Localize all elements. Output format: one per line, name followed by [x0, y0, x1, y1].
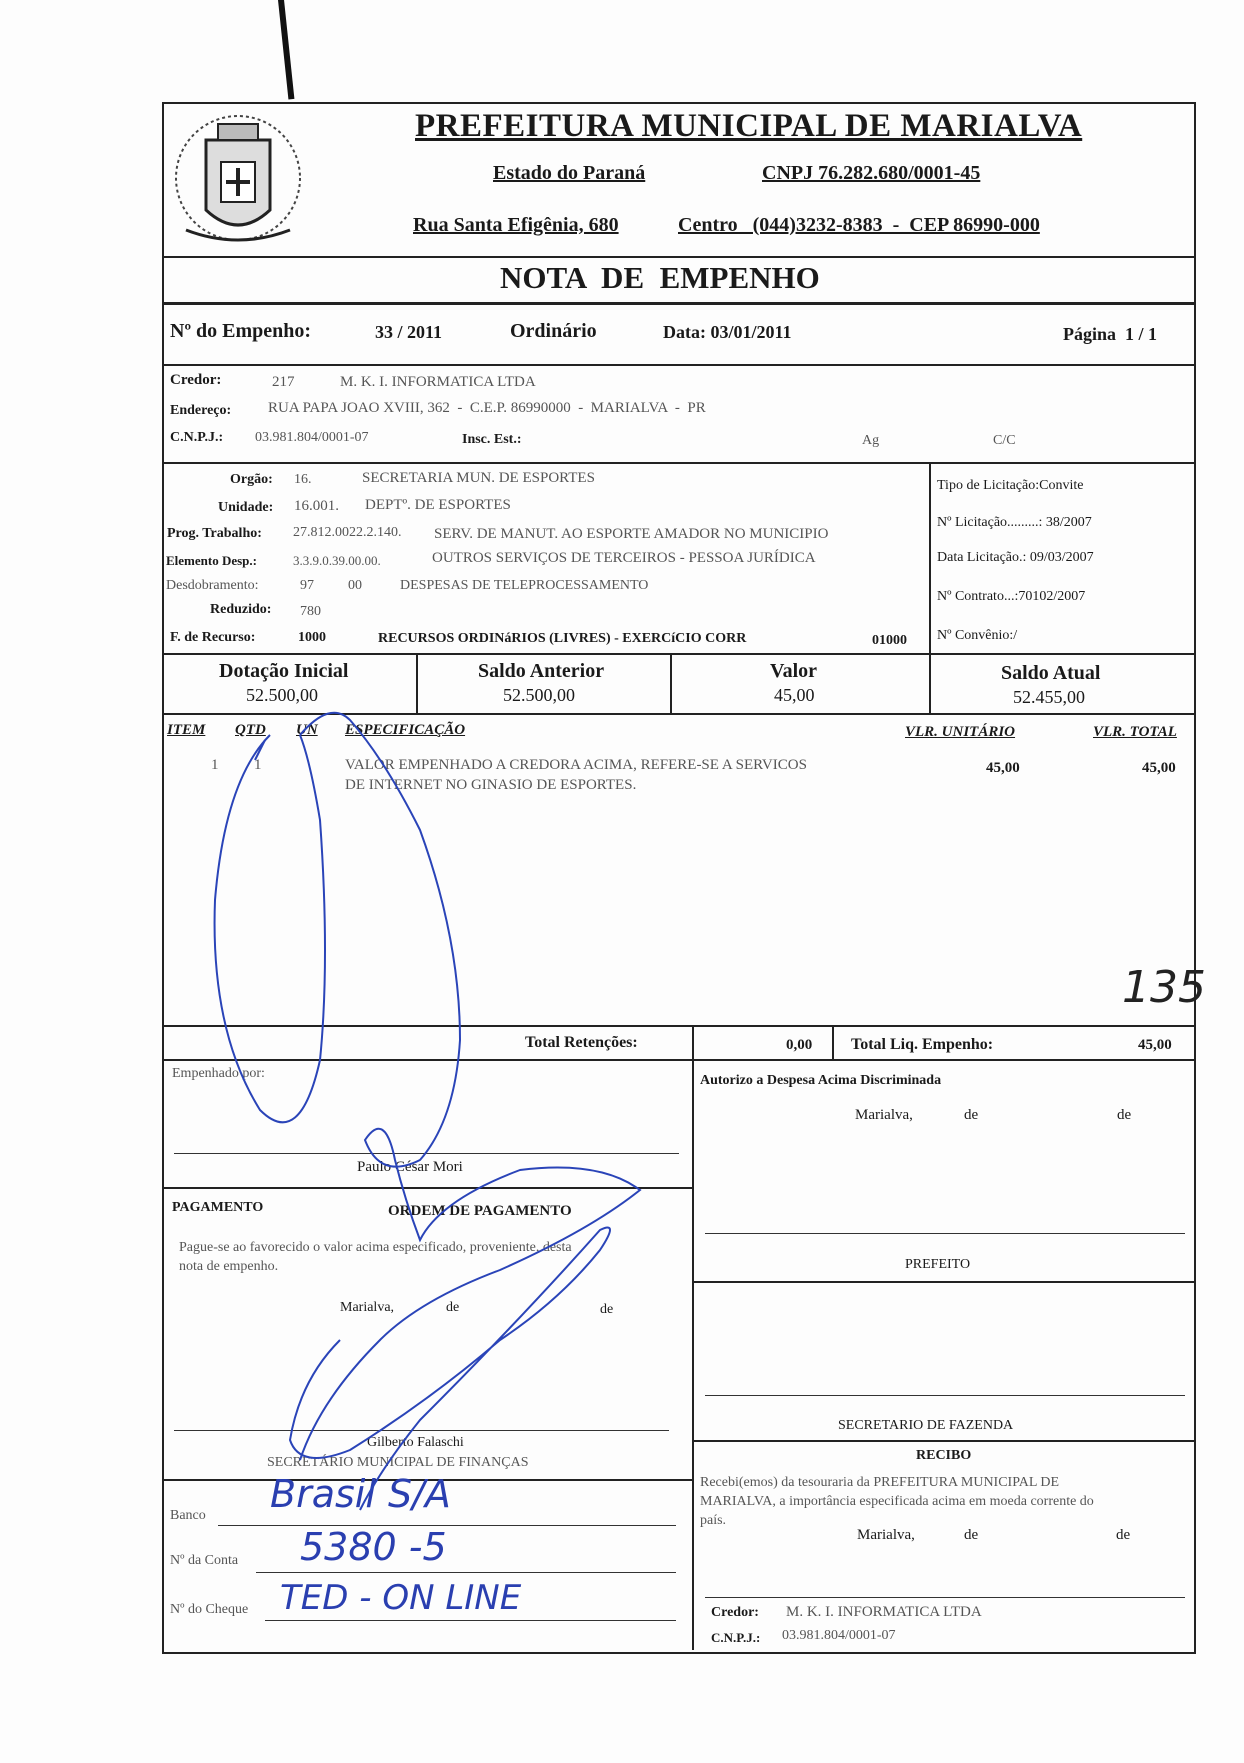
- desdobramento-label: Desdobramento:: [166, 578, 259, 593]
- cheque-handwritten: TED - ON LINE: [280, 1578, 522, 1618]
- autorizo-de1: de: [964, 1107, 979, 1123]
- banco-handwritten: Brasil S/A: [270, 1472, 451, 1516]
- credor-name: M. K. I. INFORMATICA LTDA: [340, 374, 536, 390]
- signature-line: [705, 1395, 1185, 1396]
- items-header-vlr-total: VLR. TOTAL: [1093, 724, 1177, 740]
- elemento-code: 3.3.9.0.39.00.00.: [293, 553, 381, 568]
- secretario-fazenda-label: SECRETARIO DE FAZENDA: [838, 1418, 1014, 1433]
- conta-handwritten: 5380 -5: [300, 1525, 447, 1569]
- items-header-un: UN: [296, 722, 318, 738]
- divider: [162, 364, 1194, 366]
- empenho-type: Ordinário: [510, 320, 597, 342]
- signature-line: [174, 1430, 669, 1431]
- dotacao-inicial-value: 52.500,00: [246, 685, 318, 705]
- items-header-vlr-unit: VLR. UNITÁRIO: [905, 724, 1016, 740]
- signature-line: [705, 1597, 1185, 1598]
- prog-label: Prog. Trabalho:: [167, 526, 262, 541]
- recibo-city: Marialva,: [857, 1527, 915, 1543]
- reduzido-label: Reduzido:: [210, 602, 272, 617]
- valor-value: 45,00: [774, 685, 815, 705]
- banco-field-line: [218, 1525, 676, 1526]
- pagamento-city: Marialva,: [340, 1300, 395, 1315]
- item-total-value: 45,00: [1142, 760, 1176, 776]
- desdobramento-desc: DESPESAS DE TELEPROCESSAMENTO: [400, 578, 649, 593]
- divider: [692, 1025, 694, 1061]
- cc-label: C/C: [993, 433, 1016, 448]
- street-address: Rua Santa Efigênia, 680: [413, 214, 619, 236]
- address-label: Endereço:: [170, 403, 232, 418]
- elemento-label: Elemento Desp.:: [166, 553, 257, 568]
- divider: [162, 302, 1194, 305]
- desdobramento-code: 97: [300, 578, 314, 593]
- recibo-credor-name: M. K. I. INFORMATICA LTDA: [786, 1604, 982, 1620]
- valor-label: Valor: [770, 660, 818, 682]
- unidade-code: 16.001.: [294, 498, 339, 514]
- conta-label: Nº da Conta: [170, 1553, 239, 1568]
- margin-note: 135: [1122, 962, 1206, 1013]
- banco-label: Banco: [170, 1508, 206, 1523]
- items-header-qtd: QTD: [235, 722, 266, 738]
- total-retencoes-label: Total Retenções:: [525, 1034, 638, 1051]
- numero-contrato: Nº Contrato...:70102/2007: [937, 589, 1086, 604]
- credor-address: RUA PAPA JOAO XVIII, 362 - C.E.P. 86990000 - MARIALVA - PR: [268, 400, 706, 416]
- conta-field-line: [256, 1572, 676, 1573]
- saldo-anterior-value: 52.500,00: [503, 685, 575, 705]
- empenho-number: 33 / 2011: [375, 322, 443, 342]
- tipo-licitacao: Tipo de Licitação:Convite: [937, 478, 1084, 493]
- desdobramento-sub: 00: [348, 578, 362, 593]
- recibo-de2: de: [1116, 1527, 1131, 1543]
- saldo-atual-value: 52.455,00: [1013, 687, 1085, 707]
- unidade-desc: DEPTº. DE ESPORTES: [365, 497, 511, 513]
- recibo-credor-label: Credor:: [711, 1605, 759, 1620]
- cnpj-field-label: C.N.P.J.:: [170, 430, 224, 445]
- item-description-line2: DE INTERNET NO GINASIO DE ESPORTES.: [345, 777, 637, 793]
- insc-label: Insc. Est.:: [462, 432, 522, 447]
- divider: [692, 1440, 1194, 1442]
- item-unit-value: 45,00: [986, 760, 1020, 776]
- divider: [162, 1025, 1194, 1027]
- pagamento-text-line1: Pague-se ao favorecido o valor acima especificado, proveniente, desta: [179, 1240, 572, 1255]
- credor-label: Credor:: [170, 372, 222, 388]
- divider: [670, 653, 672, 713]
- district-phone-cep: Centro (044)3232-8383 - CEP 86990-000: [678, 214, 1040, 236]
- autorizo-de2: de: [1117, 1107, 1132, 1123]
- coat-of-arms-icon: [166, 100, 311, 250]
- divider: [162, 713, 1194, 715]
- recurso-code: 1000: [298, 630, 326, 645]
- divider: [692, 1059, 694, 1650]
- item-number: 1: [211, 757, 219, 773]
- divider: [929, 653, 931, 713]
- recibo-text-line3: país.: [700, 1513, 727, 1528]
- cheque-field-line: [265, 1620, 676, 1621]
- signer-name: Gilberto Falaschi: [367, 1435, 464, 1450]
- orgao-code: 16.: [294, 472, 312, 487]
- elemento-desc: OUTROS SERVIÇOS DE TERCEIROS - PESSOA JURÍDICA: [432, 550, 816, 566]
- data-licitacao: Data Licitação.: 09/03/2007: [937, 550, 1094, 565]
- prefeito-label: PREFEITO: [905, 1257, 971, 1272]
- recurso-desc: RECURSOS ORDINáRIOS (LIVRES) - EXERCíCIO CORR: [378, 631, 747, 646]
- document-title: NOTA DE EMPENHO: [500, 260, 820, 295]
- scan-mark: [278, 0, 294, 99]
- empenhado-label: Empenhado por:: [172, 1066, 265, 1081]
- ag-label: Ag: [862, 433, 880, 448]
- signature-line: [174, 1153, 679, 1154]
- credor-cnpj: 03.981.804/0001-07: [255, 430, 369, 445]
- total-liquido-value: 45,00: [1138, 1037, 1172, 1053]
- empenho-number-label: Nº do Empenho:: [170, 320, 312, 342]
- items-header-item: ITEM: [167, 722, 206, 738]
- recurso-number: 01000: [872, 633, 907, 648]
- pagamento-text-line2: nota de empenho.: [179, 1259, 279, 1274]
- orgao-label: Orgão:: [230, 472, 273, 487]
- divider: [692, 1281, 1194, 1283]
- items-header-espec: ESPECIFICAÇÃO: [345, 722, 466, 738]
- recibo-cnpj-value: 03.981.804/0001-07: [782, 1628, 896, 1643]
- state-label: Estado do Paraná: [493, 162, 646, 184]
- empenho-date: Data: 03/01/2011: [663, 322, 792, 342]
- recibo-text-line2: MARIALVA, a importância especificada acima em moeda corrente do: [700, 1494, 1094, 1509]
- reduzido-value: 780: [300, 604, 321, 619]
- pagamento-label: PAGAMENTO: [172, 1200, 264, 1215]
- numero-convenio: Nº Convênio:/: [937, 628, 1018, 643]
- prog-code: 27.812.0022.2.140.: [293, 525, 402, 540]
- signature-line: [705, 1233, 1185, 1234]
- ordem-pagamento-label: ORDEM DE PAGAMENTO: [388, 1203, 572, 1219]
- recibo-de1: de: [964, 1527, 979, 1543]
- signer-role: SECRETÁRIO MUNICIPAL DE FINANÇAS: [267, 1455, 529, 1470]
- dotacao-inicial-label: Dotação Inicial: [219, 660, 349, 682]
- item-qtd: 1: [254, 757, 262, 773]
- pagamento-de1: de: [446, 1300, 460, 1315]
- pagamento-de2: de: [600, 1302, 614, 1317]
- empenhado-name: Paulo César Mori: [357, 1159, 463, 1175]
- divider: [416, 653, 418, 713]
- recurso-label: F. de Recurso:: [170, 630, 256, 645]
- autorizo-label: Autorizo a Despesa Acima Discriminada: [700, 1073, 942, 1088]
- unidade-label: Unidade:: [218, 500, 274, 515]
- divider: [162, 462, 1194, 464]
- divider: [832, 1025, 834, 1061]
- saldo-anterior-label: Saldo Anterior: [478, 660, 605, 682]
- recibo-cnpj-label: C.N.P.J.:: [711, 1630, 761, 1645]
- item-description-line1: VALOR EMPENHADO A CREDORA ACIMA, REFERE-SE A SERVICOS: [345, 757, 807, 773]
- divider: [929, 462, 931, 654]
- saldo-atual-label: Saldo Atual: [1001, 662, 1101, 684]
- divider: [162, 1059, 1194, 1061]
- autorizo-city: Marialva,: [855, 1107, 913, 1123]
- divider: [162, 256, 1194, 258]
- numero-licitacao: Nº Licitação.........: 38/2007: [937, 515, 1092, 530]
- cnpj-label: CNPJ 76.282.680/0001-45: [762, 162, 981, 184]
- prog-desc: SERV. DE MANUT. AO ESPORTE AMADOR NO MUNICIPIO: [434, 526, 829, 542]
- recibo-text-line1: Recebi(emos) da tesouraria da PREFEITURA MUNICIPAL DE: [700, 1475, 1060, 1490]
- recibo-label: RECIBO: [916, 1448, 972, 1463]
- orgao-desc: SECRETARIA MUN. DE ESPORTES: [362, 470, 595, 486]
- total-retencoes-value: 0,00: [786, 1037, 813, 1053]
- credor-code: 217: [272, 374, 295, 390]
- divider: [162, 1187, 692, 1189]
- municipality-title: PREFEITURA MUNICIPAL DE MARIALVA: [415, 108, 1083, 144]
- cheque-label: Nº do Cheque: [170, 1602, 249, 1617]
- total-liquido-label: Total Liq. Empenho:: [851, 1036, 994, 1053]
- divider: [162, 653, 1194, 655]
- page-number: Página 1 / 1: [1063, 324, 1158, 344]
